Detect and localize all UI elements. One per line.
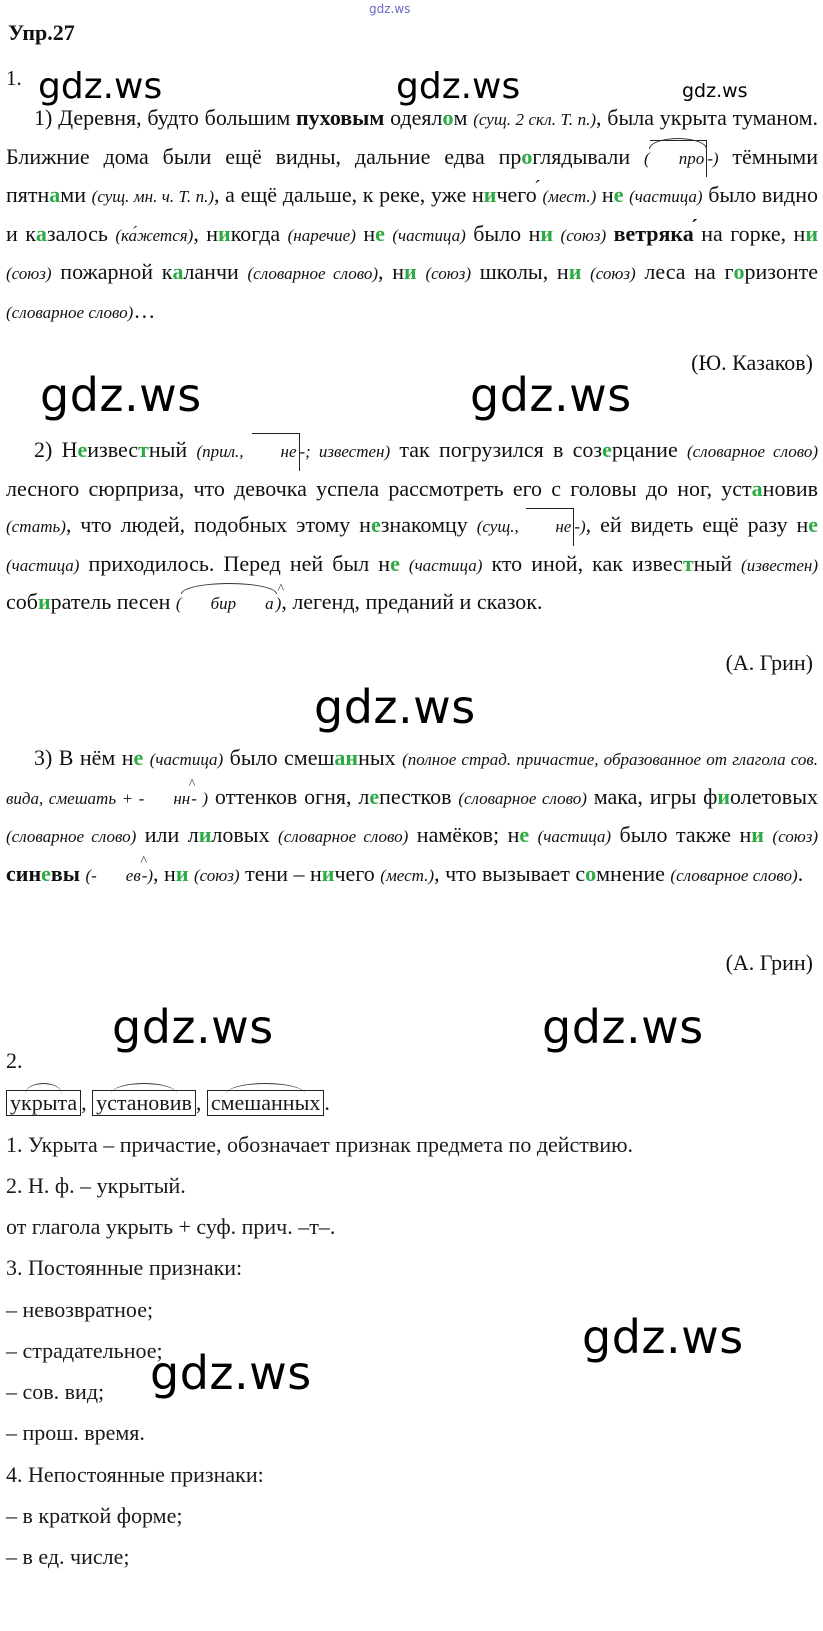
analysis-line: 2. Н. ф. – укрытый. xyxy=(6,1173,186,1198)
watermark: gdz.ws xyxy=(150,1346,312,1400)
author-caption: (А. Грин) xyxy=(725,650,813,675)
analysis-line: – невозвратное; xyxy=(6,1297,154,1322)
watermark: gdz.ws xyxy=(369,2,411,16)
paragraph-3: 3) В нём не (частица) было смешанных (полное страд. причастие, образованное от глагола сов. вида, смешать + -^ нн- ) оттенков огня, лепестков (словарное слово) мака, игры фиолетовых (словарное слово) или лиловых (словарное слово) намёков; не (частица) было также ни (союз) синевы (-^ ев-), ни (союз) тени – ничего (мест.), что вызывает сомнение (словарное слово). xyxy=(6,740,818,894)
watermark: gdz.ws xyxy=(470,368,632,422)
paragraph-1: 1) Деревня, будто большим пуховым одеялом (сущ. 2 скл. Т. п.), была укрыта туманом. Ближние дома были ещё видны, дальние едва проглядывали ( про -) тёмными пятнами (сущ. мн. ч. Т. п.), а ещё дальше, к реке, уже ничего ´ (мест.) не (частица) было видно и казалось (ка́жется), никогда (наречие) не (частица) было ни (союз) ветряка ´ на горке, ни (союз) пожарной каланчи (словарное слово), ни (союз) школы, ни (союз) леса на горизонте (словарное слово)… xyxy=(6,100,818,331)
watermark: gdz.ws xyxy=(396,66,521,107)
separator: , xyxy=(81,1090,87,1115)
paragraph-2: 2) Неизвестный (прил., не -; известен) так погрузился в созерцание (словарное слово) лесного сюрприза, что девочка успела рассмотреть его с головы до ног, установив (стать), что людей, подобных этому незнакомцу (сущ., не -), ей видеть ещё разу не (частица) приходилось. Перед ней был не (частица) кто иной, как известный (известен) собиратель песен ( бир^ а ), легенд, преданий и сказок. xyxy=(6,432,818,623)
analysis-line: – сов. вид; xyxy=(6,1379,105,1404)
exercise-title: Упр.27 xyxy=(8,20,75,45)
watermark: gdz.ws xyxy=(38,66,163,107)
analysis-line: – в краткой форме; xyxy=(6,1503,183,1528)
analysis-line: – страдательное; xyxy=(6,1338,163,1363)
analysis-line: – в ед. числе; xyxy=(6,1544,130,1569)
author-caption: (А. Грин) xyxy=(725,950,813,975)
watermark: gdz.ws xyxy=(582,1310,744,1364)
watermark: gdz.ws xyxy=(112,1000,274,1054)
separator: , xyxy=(195,1090,202,1115)
separator: . xyxy=(324,1090,330,1115)
morpheme-word: укрыта xyxy=(6,1090,81,1116)
watermark: gdz.ws xyxy=(314,680,476,734)
analysis-line: от глагола укрыть + суф. прич. –т–. xyxy=(6,1214,336,1239)
watermark: gdz.ws xyxy=(40,368,202,422)
analysis-line: – прош. время. xyxy=(6,1420,145,1445)
marked-words-line xyxy=(6,1090,330,1116)
part-number: 2. xyxy=(6,1048,23,1073)
analysis-line: 1. Укрыта – причастие, обозначает признак предмета по действию. xyxy=(6,1132,634,1157)
watermark: gdz.ws xyxy=(542,1000,704,1054)
analysis-line: 3. Постоянные признаки: xyxy=(6,1255,243,1280)
author-caption: (Ю. Казаков) xyxy=(691,350,813,375)
analysis-line: 4. Непостоянные признаки: xyxy=(6,1462,264,1487)
watermark: gdz.ws xyxy=(682,80,748,102)
part-number: 1. xyxy=(6,66,22,90)
morpheme-word: смешанных xyxy=(207,1090,324,1116)
morpheme-word: установив xyxy=(92,1090,196,1116)
